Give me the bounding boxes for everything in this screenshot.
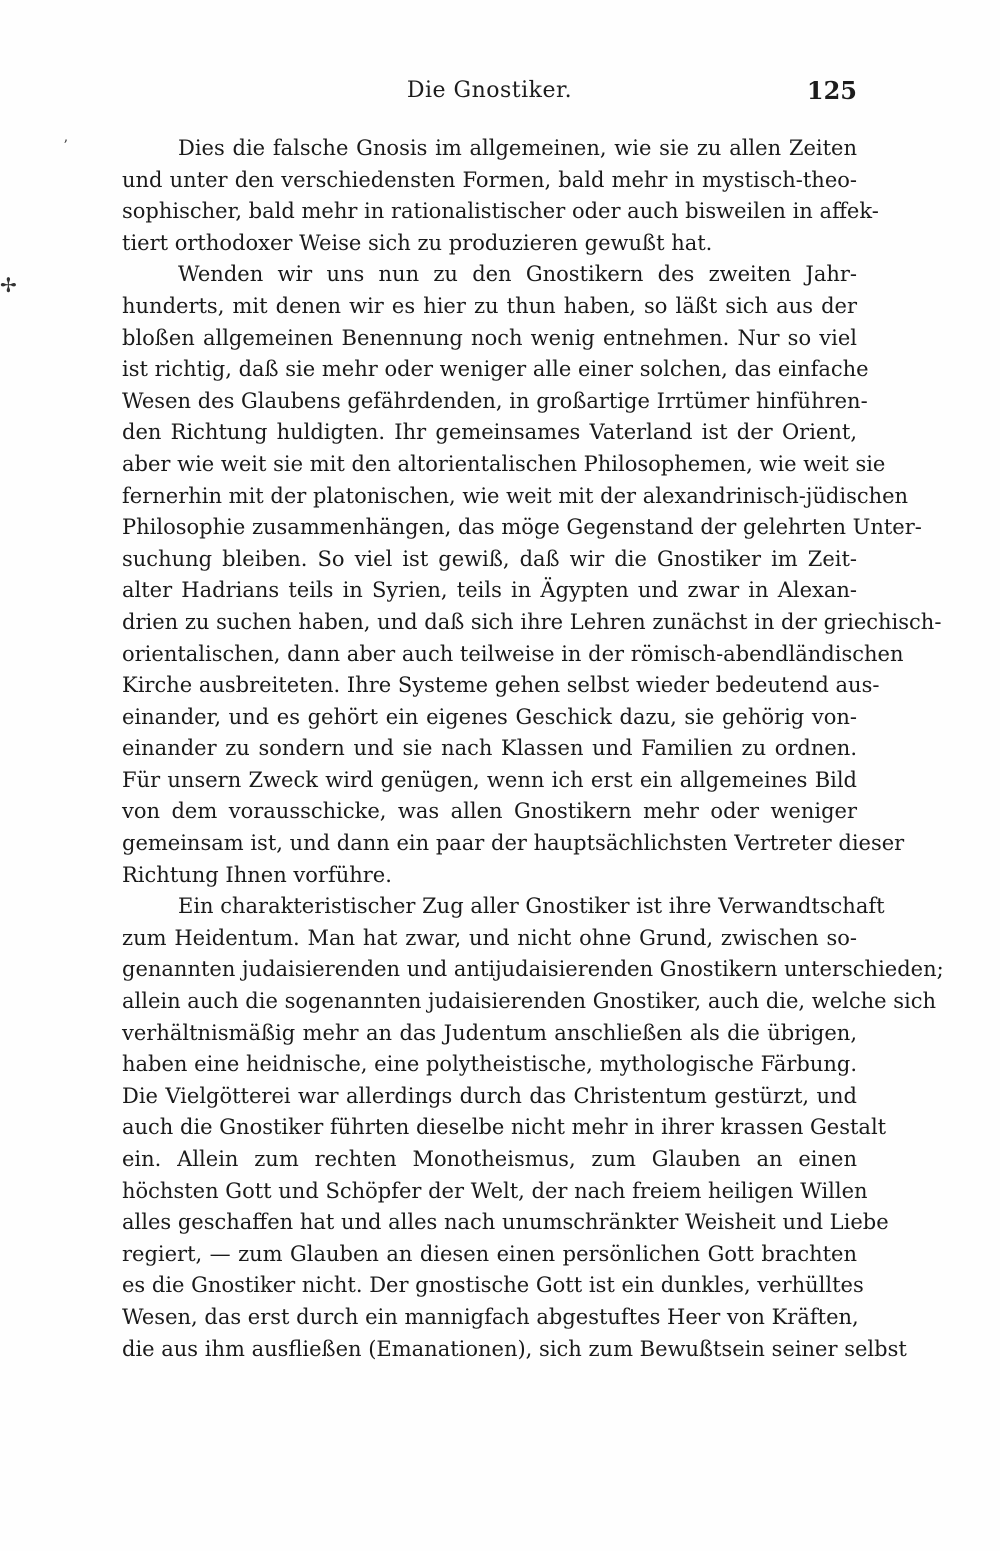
- text-line: und unter den verschiedensten Formen, bald mehr in mystisch-theo-: [122, 167, 857, 192]
- text-line: Wenden wir uns nun zu den Gnostikern des zweiten Jahr-: [178, 262, 857, 287]
- text-line: auch die Gnostiker führten dieselbe nicht mehr in ihrer krassen Gestalt: [122, 1115, 887, 1140]
- text-line: einander, und es gehört ein eigenes Geschick dazu, sie gehörig von-: [122, 704, 857, 729]
- text-line: zum Heidentum. Man hat zwar, und nicht ohne Grund, zwischen so-: [122, 925, 857, 950]
- text-line: suchung bleiben. So viel ist gewiß, daß wir die Gnostiker im Zeit-: [122, 546, 857, 571]
- text-line: es die Gnostiker nicht. Der gnostische Gott ist ein dunkles, verhülltes: [122, 1273, 864, 1298]
- text-line: allein auch die sogenannten judaisierenden Gnostiker, auch die, welche sich: [122, 989, 937, 1014]
- text-line: genannten judaisierenden und antijudaisierenden Gnostikern unterschieden;: [122, 957, 944, 982]
- running-title: Die Gnostiker.: [406, 78, 573, 103]
- text-line: drien zu suchen haben, und daß sich ihre Lehren zunächst in der griechisch-: [122, 609, 942, 634]
- text-line: den Richtung huldigten. Ihr gemeinsames Vaterland ist der Orient,: [122, 420, 857, 445]
- text-line: die aus ihm ausfließen (Emanationen), sich zum Bewußtsein seiner selbst: [122, 1336, 907, 1361]
- text-line: Die Vielgötterei war allerdings durch das Christentum gestürzt, und: [122, 1083, 857, 1108]
- text-line: regiert, — zum Glauben an diesen einen persönlichen Gott brachten: [122, 1241, 857, 1266]
- text-line: haben eine heidnische, eine polytheistische, mythologische Färbung.: [122, 1052, 857, 1077]
- text-line: sophischer, bald mehr in rationalistischer oder auch bisweilen in affek-: [122, 199, 879, 224]
- text-line: bloßen allgemeinen Benennung noch wenig entnehmen. Nur so viel: [122, 325, 857, 350]
- running-head: [122, 72, 857, 112]
- text-line: hunderts, mit denen wir es hier zu thun haben, so läßt sich aus der: [122, 293, 857, 318]
- text-line: Richtung Ihnen vorführe.: [122, 862, 392, 887]
- text-line: tiert orthodoxer Weise sich zu produzieren gewußt hat.: [122, 230, 713, 255]
- text-line: Wesen des Glaubens gefährdenden, in großartige Irrtümer hinführen-: [122, 388, 868, 413]
- text-line: ein. Allein zum rechten Monotheismus, zum Glauben an einen: [122, 1147, 857, 1171]
- margin-mark: ʼ: [63, 138, 68, 154]
- body-text: [122, 133, 944, 1365]
- text-line: ist richtig, daß sie mehr oder weniger alle einer solchen, das einfache: [122, 357, 869, 382]
- text-line: orientalischen, dann aber auch teilweise in der römisch-abendländischen: [122, 641, 904, 666]
- margin-mark: ✢: [0, 273, 17, 297]
- text-line: Wesen, das erst durch ein mannigfach abgestuftes Heer von Kräften,: [122, 1304, 859, 1329]
- text-line: Philosophie zusammenhängen, das möge Gegenstand der gelehrten Unter-: [122, 515, 922, 540]
- text-line: höchsten Gott und Schöpfer der Welt, der nach freiem heiligen Willen: [122, 1178, 868, 1203]
- text-line: einander zu sondern und sie nach Klassen und Familien zu ordnen.: [122, 736, 857, 761]
- text-line: von dem vorausschicke, was allen Gnostikern mehr oder weniger: [122, 799, 857, 824]
- text-line: Für unsern Zweck wird genügen, wenn ich erst ein allgemeines Bild: [122, 767, 857, 792]
- text-line: Dies die falsche Gnosis im allgemeinen, wie sie zu allen Zeiten: [178, 136, 857, 160]
- text-line: Ein charakteristischer Zug aller Gnostiker ist ihre Verwandtschaft: [178, 894, 885, 919]
- text-line: verhältnismäßig mehr an das Judentum anschließen als die übrigen,: [122, 1020, 857, 1045]
- text-line: fernerhin mit der platonischen, wie weit mit der alexandrinisch-jüdischen: [122, 483, 909, 508]
- text-line: aber wie weit sie mit den altorientalischen Philosophemen, wie weit sie: [122, 451, 886, 476]
- page-number: 125: [806, 76, 857, 105]
- text-line: Kirche ausbreiteten. Ihre Systeme gehen selbst wieder bedeutend aus-: [122, 673, 880, 698]
- text-line: gemeinsam ist, und dann ein paar der hauptsächlichsten Vertreter dieser: [122, 831, 905, 856]
- text-line: alles geschaffen hat und alles nach unumschränkter Weisheit und Liebe: [122, 1210, 889, 1235]
- text-line: alter Hadrians teils in Syrien, teils in Ägypten und zwar in Alexan-: [122, 578, 857, 603]
